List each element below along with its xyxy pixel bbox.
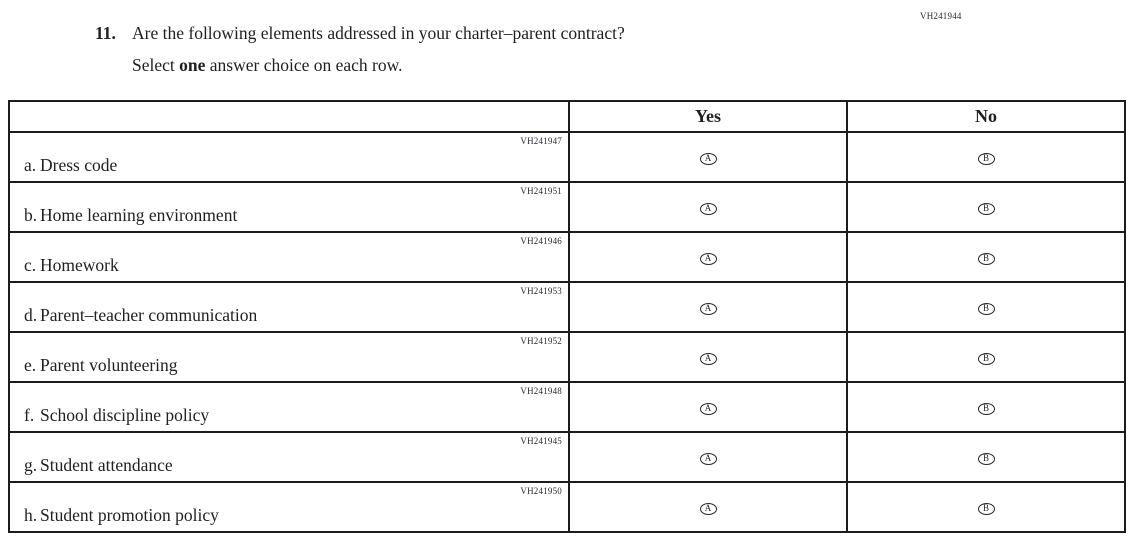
row-label-text: Parent volunteering <box>40 355 178 375</box>
row-label <box>24 155 117 176</box>
no-option-cell <box>847 282 1125 332</box>
row-label <box>24 255 119 276</box>
no-option-cell <box>847 432 1125 482</box>
row-label-text: Homework <box>40 255 119 275</box>
row-letter: d. <box>24 305 38 325</box>
no-option-bubble[interactable]: B <box>978 353 995 365</box>
row-letter: g. <box>24 455 38 475</box>
answer-grid <box>8 100 1126 533</box>
row-item-code: VH241946 <box>520 236 562 246</box>
header-row <box>9 101 1125 132</box>
question-line <box>95 23 625 44</box>
no-option-cell <box>847 182 1125 232</box>
row-letter: c. <box>24 255 37 275</box>
row-label-cell <box>9 482 569 532</box>
yes-option-cell <box>569 432 847 482</box>
row-label-text: School discipline policy <box>40 405 210 425</box>
row-label-cell <box>9 132 569 182</box>
yes-option-cell <box>569 232 847 282</box>
form-code: VH241944 <box>920 11 962 21</box>
row-item-code: VH241952 <box>520 336 562 346</box>
question-text: Are the following elements addressed in your charter–parent contract? <box>132 23 625 43</box>
yes-option-bubble[interactable]: A <box>700 353 717 365</box>
row-label-cell <box>9 382 569 432</box>
row-label-text: Student attendance <box>40 455 173 475</box>
yes-option-cell <box>569 132 847 182</box>
yes-option-bubble[interactable]: A <box>700 253 717 265</box>
no-option-cell <box>847 482 1125 532</box>
row-label-cell <box>9 232 569 282</box>
yes-option-cell <box>569 332 847 382</box>
question-block <box>95 23 625 76</box>
instruction-suffix: answer choice on each row. <box>205 55 403 75</box>
no-option-bubble[interactable]: B <box>978 453 995 465</box>
table-row <box>9 182 1125 232</box>
table-row <box>9 232 1125 282</box>
no-option-bubble[interactable]: B <box>978 303 995 315</box>
instruction-bold-word: one <box>179 55 206 75</box>
row-label-text: Student promotion policy <box>40 505 219 525</box>
row-label <box>24 305 257 326</box>
table-row <box>9 432 1125 482</box>
row-label <box>24 205 237 226</box>
table-row <box>9 332 1125 382</box>
question-instruction <box>132 55 625 76</box>
row-item-code: VH241947 <box>520 136 562 146</box>
yes-option-bubble[interactable]: A <box>700 453 717 465</box>
row-letter: h. <box>24 505 38 525</box>
yes-option-bubble[interactable]: A <box>700 303 717 315</box>
row-letter: b. <box>24 205 38 225</box>
row-label <box>24 455 173 476</box>
yes-option-cell <box>569 282 847 332</box>
table-row <box>9 382 1125 432</box>
yes-option-cell <box>569 182 847 232</box>
yes-option-cell <box>569 382 847 432</box>
table-row <box>9 132 1125 182</box>
no-option-cell <box>847 332 1125 382</box>
no-option-bubble[interactable]: B <box>978 153 995 165</box>
row-label <box>24 505 219 526</box>
no-option-bubble[interactable]: B <box>978 253 995 265</box>
row-item-code: VH241951 <box>520 186 562 196</box>
yes-option-cell <box>569 482 847 532</box>
no-option-bubble[interactable]: B <box>978 403 995 415</box>
row-label-text: Dress code <box>40 155 118 175</box>
row-label-cell <box>9 182 569 232</box>
instruction-prefix: Select <box>132 55 180 75</box>
row-letter: e. <box>24 355 37 375</box>
yes-option-bubble[interactable]: A <box>700 503 717 515</box>
row-label-text: Parent–teacher communication <box>40 305 258 325</box>
row-item-code: VH241945 <box>520 436 562 446</box>
column-header-no: No <box>847 101 1125 132</box>
row-label-cell <box>9 432 569 482</box>
table-row <box>9 482 1125 532</box>
no-option-bubble[interactable]: B <box>978 503 995 515</box>
yes-option-bubble[interactable]: A <box>700 403 717 415</box>
column-header-yes: Yes <box>569 101 847 132</box>
row-label-cell <box>9 282 569 332</box>
no-option-cell <box>847 232 1125 282</box>
row-letter: f. <box>24 405 35 425</box>
row-item-code: VH241953 <box>520 286 562 296</box>
row-label-text: Home learning environment <box>40 205 238 225</box>
row-label <box>24 405 209 426</box>
row-letter: a. <box>24 155 37 175</box>
row-item-code: VH241948 <box>520 386 562 396</box>
yes-option-bubble[interactable]: A <box>700 203 717 215</box>
no-option-cell <box>847 382 1125 432</box>
row-item-code: VH241950 <box>520 486 562 496</box>
no-option-cell <box>847 132 1125 182</box>
row-label <box>24 355 178 376</box>
yes-option-bubble[interactable]: A <box>700 153 717 165</box>
row-label-cell <box>9 332 569 382</box>
question-number: 11. <box>95 23 116 43</box>
row-label-header <box>9 101 569 132</box>
no-option-bubble[interactable]: B <box>978 203 995 215</box>
table-row <box>9 282 1125 332</box>
